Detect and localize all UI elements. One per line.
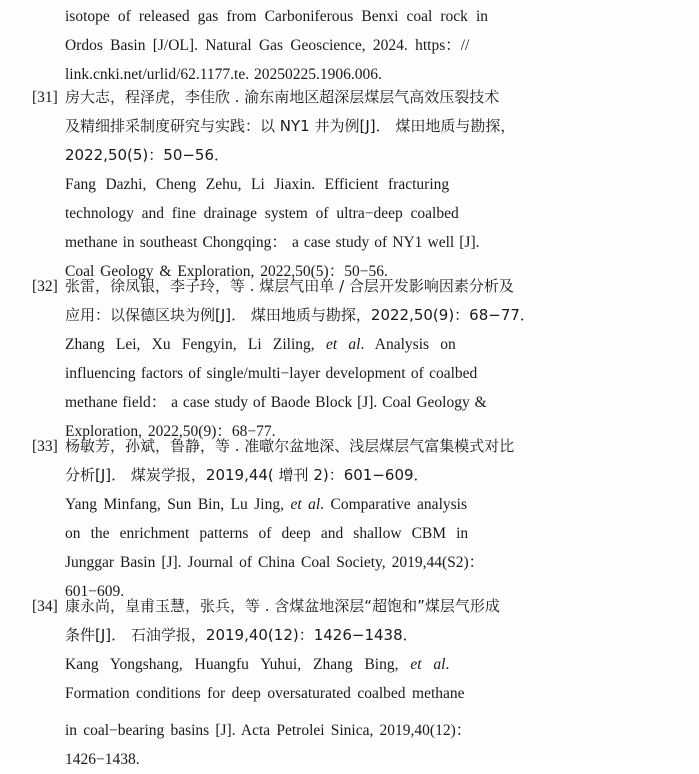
et-al-italic: et al: [325, 336, 361, 353]
reference-line: 康永尚，皇甫玉慧，张兵，等 . 含煤盆地深层“超饱和”煤层气形成: [65, 597, 500, 615]
reference-line: 2022,50(5)：50−56．: [65, 146, 230, 164]
reference-line: 分析[J]． 煤炭学报，2019,44( 增刊 2)：601−609．: [65, 466, 429, 484]
reference-line: 条件[J]． 石油学报，2019,40(12)：1426−1438．: [65, 626, 418, 644]
reference-line: Yang Minfang, Sun Bin, Lu Jing, et al. Comparative analysis: [65, 496, 467, 513]
reference-line: methane in southeast Chongqing： a case study of NY1 well [J].: [65, 234, 480, 251]
reference-line: on the enrichment patterns of deep and shallow CBM in: [65, 525, 469, 542]
et-al-italic: et al: [290, 496, 321, 513]
reference-line: Exploration, 2022,50(9)：68−77.: [65, 423, 276, 440]
reference-number: [34]: [32, 598, 58, 615]
reference-line: Ordos Basin [J/OL]. Natural Gas Geoscience, 2024. https：//: [65, 37, 470, 54]
reference-line: 601−609.: [65, 583, 125, 600]
reference-line: 房大志，程泽虎，李佳欣 . 渝东南地区超深层煤层气高效压裂技术: [65, 88, 500, 106]
reference-line: Fang Dazhi, Cheng Zehu, Li Jiaxin. Efficient fracturing: [65, 176, 450, 193]
reference-line: influencing factors of single/multi−layer development of coalbed: [65, 365, 478, 382]
et-al-italic: et al: [410, 656, 446, 673]
reference-line: 及精细排采制度研究与实践：以 NY1 井为例[J]． 煤田地质与勘探，: [65, 117, 516, 135]
reference-line: link.cnki.net/urlid/62.1177.te. 20250225.1906.006.: [65, 66, 382, 83]
reference-number: [33]: [32, 438, 58, 455]
reference-line: Coal Geology & Exploration, 2022,50(5)：50−56.: [65, 263, 388, 280]
reference-line: isotope of released gas from Carboniferous Benxi coal rock in: [65, 8, 489, 25]
reference-line: Kang Yongshang, Huangfu Yuhui, Zhang Bing, et al.: [65, 656, 450, 673]
reference-line: methane field： a case study of Baode Block [J]. Coal Geology &: [65, 394, 487, 411]
reference-line: Formation conditions for deep oversaturated coalbed methane: [65, 685, 465, 702]
reference-line: 应用：以保德区块为例[J]． 煤田地质与勘探，2022,50(9)：68−77．: [65, 306, 535, 324]
reference-line: Junggar Basin [J]. Journal of China Coal Society, 2019,44(S2)：: [65, 554, 485, 571]
reference-line: technology and fine drainage system of ultra−deep coalbed: [65, 205, 459, 222]
reference-line: in coal−bearing basins [J]. Acta Petrolei Sinica, 2019,40(12)：: [65, 722, 472, 739]
reference-line: 1426−1438.: [65, 751, 140, 768]
reference-line: 张雷，徐凤银，李子玲，等 . 煤层气田单 / 合层开发影响因素分析及: [65, 277, 514, 295]
reference-line: 杨敏芳，孙斌，鲁静，等 . 准噷尔盆地深、浅层煤层气富集模式对比: [65, 437, 515, 455]
reference-number: [31]: [32, 89, 58, 106]
reference-number: [32]: [32, 278, 58, 295]
reference-line: Zhang Lei, Xu Fengyin, Li Ziling, et al. Analysis on: [65, 336, 456, 353]
